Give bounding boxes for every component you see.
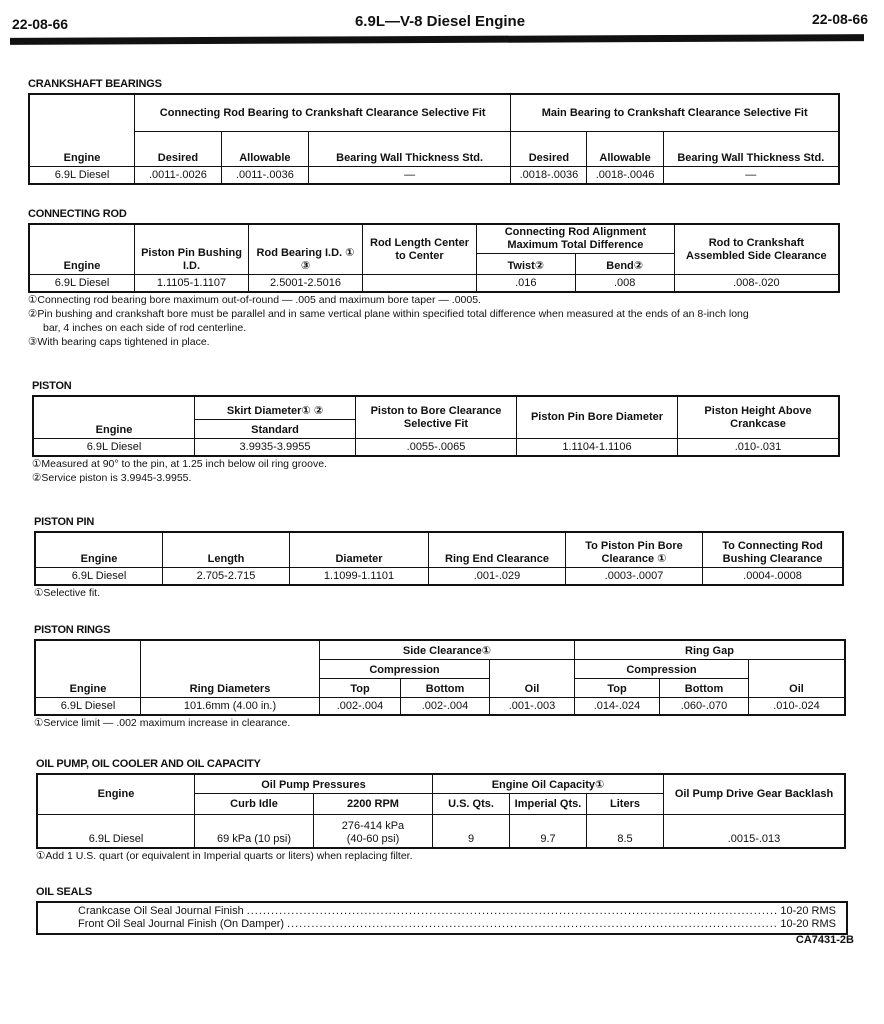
col-rod-length: Rod Length Center to Center [363,224,477,275]
col-side-oil: Oil [490,660,575,698]
figure-code: CA7431-2B [795,934,854,946]
col-us-qts: U.S. Qts. [433,794,510,815]
section-title: PISTON PIN [34,516,95,528]
col-rod-bushing-clearance: To Connecting Rod Bushing Clearance [703,532,844,568]
col-engine: Engine [33,396,195,439]
oil-seals-box [36,901,848,935]
col-side-clearance-group: Side Clearance① [320,640,575,660]
table-row [29,167,839,185]
footnote: ①Service limit — .002 maximum increase in clearance. [34,717,291,729]
section-title: CRANKSHAFT BEARINGS [28,78,162,90]
cell-rod-length [363,275,477,293]
footnotes [34,586,844,600]
col-side-bottom: Bottom [401,679,490,698]
cell-ring-diameters: 101.6mm (4.00 in.) [141,698,320,716]
footnotes [34,716,846,730]
col-rod-allowable: Allowable [221,132,308,167]
cell-standard: 3.9935-3.9955 [195,439,356,457]
cell-rod-bushing-clearance: .0004-.0008 [703,568,844,586]
col-gap-compression: Compression [575,660,749,679]
table-row [35,568,843,586]
col-liters: Liters [587,794,664,815]
section-title: CONNECTING ROD [28,208,127,220]
cell-piston-height: .010-.031 [678,439,840,457]
cell-rod-allowable: .0011-.0036 [221,167,308,185]
col-skirt-diameter: Skirt Diameter① ② [195,396,356,420]
section-title: PISTON [32,380,72,392]
leader-dots [247,905,778,918]
section-title: PISTON RINGS [34,624,111,636]
piston-table [32,395,840,457]
col-curb-idle: Curb Idle [195,794,314,815]
oil-pump-table [36,773,846,849]
cell-main-desired: .0018-.0036 [511,167,587,185]
col-piston-height: Piston Height Above Crankcase [678,396,840,439]
piston-section [32,380,840,485]
col-length: Length [163,532,290,568]
col-rod-group: Connecting Rod Bearing to Crankshaft Clearance Selective Fit [135,94,511,132]
col-main-desired: Desired [511,132,587,167]
cell-2200-rpm [314,815,433,849]
cell-engine: 6.9L Diesel [35,698,141,716]
cell-rod-bearing: 2.5001-2.5016 [249,275,363,293]
cell-side-clearance: .008-.020 [674,275,839,293]
piston-rings-table [34,639,846,716]
footnote: ②Service piston is 3.9945-3.9955. [32,472,192,484]
col-side-top: Top [320,679,401,698]
cell-gap-top: .014-.024 [575,698,660,716]
cell-2200-rpm-psi: (40-60 psi) [346,833,400,845]
seal-item [38,905,846,918]
col-main-wall: Bearing Wall Thickness Std. [663,132,839,167]
col-rod-wall: Bearing Wall Thickness Std. [308,132,511,167]
footnote: ②Pin bushing and crankshaft bore must be parallel and in same vertical plane within specified total difference when measured at the ends of an 8-inch long [28,308,749,320]
table-row [29,275,839,293]
cell-bend: .008 [575,275,674,293]
col-ring-diameters: Ring Diameters [141,640,320,698]
col-engine: Engine [37,774,195,815]
col-side-clearance: Rod to Crankshaft Assembled Side Clearance [674,224,839,275]
cell-side-bottom: .002-.004 [401,698,490,716]
col-pin-bore-clearance: To Piston Pin Bore Clearance ① [566,532,703,568]
page-number-left: 22-08-66 [12,16,69,32]
table-row [35,698,845,716]
footnote: ①Connecting rod bearing bore maximum out-of-round — .005 and maximum bore taper — .0005. [28,294,481,306]
cell-side-top: .002-.004 [320,698,401,716]
cell-2200-rpm-kpa: 276-414 kPa [341,820,405,832]
col-rod-desired: Desired [135,132,222,167]
col-ring-end-clearance: Ring End Clearance [429,532,566,568]
seal-label: Front Oil Seal Journal Finish (On Damper) [78,918,285,930]
col-ring-gap-group: Ring Gap [575,640,846,660]
col-engine: Engine [29,94,135,167]
col-main-allowable: Allowable [587,132,663,167]
footnote: ①Add 1 U.S. quart (or equivalent in Imperial quarts or liters) when replacing filter. [36,850,413,862]
footnote: ①Measured at 90° to the pin, at 1.25 inch below oil ring groove. [32,458,327,470]
seal-value: 10-20 RMS [780,918,836,930]
cell-main-wall: — [663,167,839,185]
col-bore-clearance: Piston to Bore Clearance Selective Fit [356,396,517,439]
table-row [37,815,845,849]
seal-value: 10-20 RMS [780,905,836,917]
cell-rod-wall: — [308,167,511,185]
cell-backlash: .0015-.013 [664,815,846,849]
cell-rod-desired: .0011-.0026 [135,167,222,185]
cell-ring-end-clearance: .001-.029 [429,568,566,586]
footnotes [36,849,846,863]
leader-dots [287,918,777,931]
oil-seals-section [36,886,848,935]
cell-pin-bore-clearance: .0003-.0007 [566,568,703,586]
cell-curb-idle: 69 kPa (10 psi) [195,815,314,849]
footnote-continuation: bar, 4 inches on each side of rod centerline. [43,322,247,334]
page-title: 6.9L—V-8 Diesel Engine [354,13,526,30]
cell-engine: 6.9L Diesel [33,439,195,457]
col-gap-top: Top [575,679,660,698]
cell-engine: 6.9L Diesel [29,275,135,293]
cell-engine: 6.9L Diesel [29,167,135,185]
cell-gap-oil: .010-.024 [749,698,846,716]
seal-label: Crankcase Oil Seal Journal Finish [78,905,244,917]
col-twist: Twist② [477,254,576,275]
cell-liters: 8.5 [587,815,664,849]
col-alignment-group: Connecting Rod Alignment Maximum Total Difference [477,224,675,254]
connecting-rod-table [28,223,840,293]
cell-engine: 6.9L Diesel [35,568,163,586]
connecting-rod-section [28,208,840,349]
cell-engine: 6.9L Diesel [37,815,195,849]
col-2200-rpm: 2200 RPM [314,794,433,815]
cell-length: 2.705-2.715 [163,568,290,586]
cell-bore-clearance: .0055-.0065 [356,439,517,457]
col-backlash: Oil Pump Drive Gear Backlash [664,774,846,815]
piston-rings-section [34,624,846,730]
col-diameter: Diameter [290,532,429,568]
col-engine: Engine [29,224,135,275]
section-title: OIL PUMP, OIL COOLER AND OIL CAPACITY [36,758,261,770]
cell-imperial-qts: 9.7 [510,815,587,849]
crankshaft-bearings-table [28,93,840,185]
cell-us-qts: 9 [433,815,510,849]
col-pin-bore: Piston Pin Bore Diameter [517,396,678,439]
page-number-right: 22-08-66 [811,11,868,27]
footnote: ③With bearing caps tightened in place. [28,336,210,348]
piston-pin-table [34,531,844,586]
col-gap-oil: Oil [749,660,846,698]
cell-pin-bore: 1.1104-1.1106 [517,439,678,457]
col-bend: Bend② [575,254,674,275]
col-imperial-qts: Imperial Qts. [510,794,587,815]
footnotes [28,293,840,349]
col-engine: Engine [35,640,141,698]
cell-twist: .016 [477,275,576,293]
cell-pin-bushing: 1.1105-1.1107 [135,275,249,293]
cell-main-allowable: .0018-.0046 [587,167,663,185]
oil-pump-section [36,758,846,863]
col-rod-bearing: Rod Bearing I.D. ① ③ [249,224,363,275]
cell-gap-bottom: .060-.070 [660,698,749,716]
footnote: ①Selective fit. [34,587,101,599]
footnotes [32,457,840,485]
cell-diameter: 1.1099-1.1101 [290,568,429,586]
crankshaft-bearings-section [28,78,840,185]
col-side-compression: Compression [320,660,490,679]
cell-side-oil: .001-.003 [490,698,575,716]
col-gap-bottom: Bottom [660,679,749,698]
col-engine: Engine [35,532,163,568]
piston-pin-section [34,516,844,600]
seal-item [38,918,846,931]
col-main-group: Main Bearing to Crankshaft Clearance Selective Fit [511,94,839,132]
col-standard: Standard [195,420,356,439]
col-pressures-group: Oil Pump Pressures [195,774,433,794]
col-pin-bushing: Piston Pin Bushing I.D. [135,224,249,275]
table-row [33,439,839,457]
col-capacity-group: Engine Oil Capacity① [433,774,664,794]
section-title: OIL SEALS [36,886,93,898]
